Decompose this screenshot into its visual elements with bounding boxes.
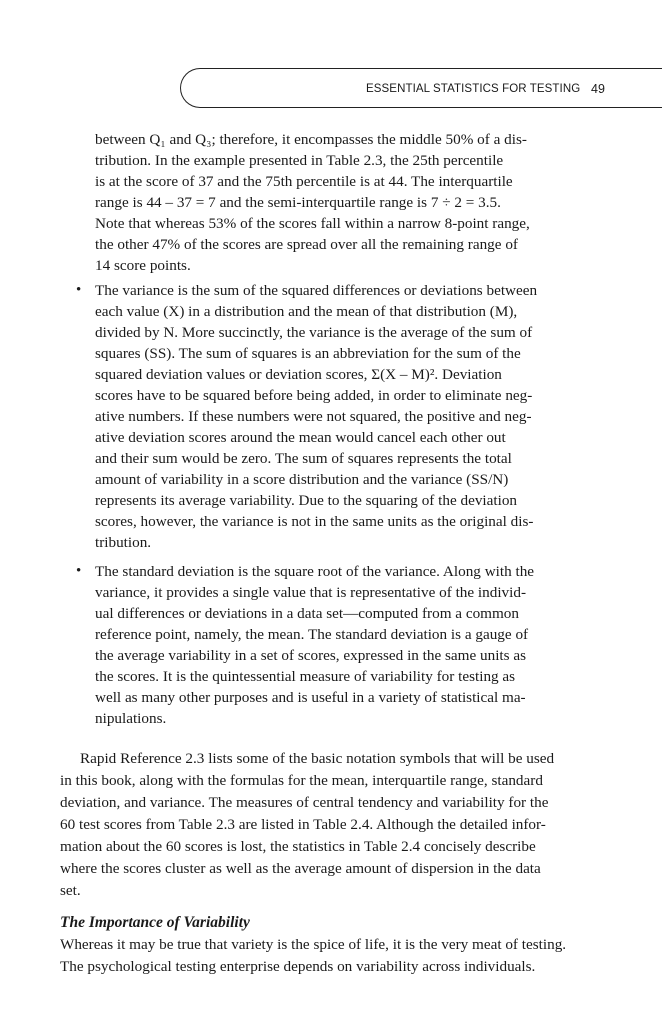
running-header-title: ESSENTIAL STATISTICS FOR TESTING <box>366 83 581 95</box>
text-line: 14 score points. <box>95 257 191 274</box>
text-line: amount of variability in a score distribution and the variance (SS/N) <box>95 471 509 488</box>
text-line: tribution. <box>95 534 152 551</box>
text-line: set. <box>60 882 81 899</box>
page-number: 49 <box>591 82 605 96</box>
text-line: mation about the 60 scores is lost, the statistics in Table 2.4 concisely describe <box>60 838 536 855</box>
text-line: squared deviation values or deviation scores, Σ(X – M)². Deviation <box>95 366 502 383</box>
text-line: between Q₁ and Q₃; therefore, it encompasses the middle 50% of a dis- <box>95 131 527 148</box>
text-line: represents its average variability. Due to the squaring of the deviation <box>95 492 518 509</box>
text-line: The psychological testing enterprise depends on variability across individuals. <box>60 958 536 975</box>
text-line: and their sum would be zero. The sum of squares represents the total <box>95 450 512 467</box>
text-line: range is 44 – 37 = 7 and the semi-interquartile range is 7 ÷ 2 = 3.5. <box>95 194 501 211</box>
bullet-marker: • <box>76 563 82 579</box>
text-line: where the scores cluster as well as the average amount of dispersion in the data <box>60 860 541 877</box>
text-line: scores, however, the variance is not in the same units as the original dis- <box>95 513 534 530</box>
text-line: is at the score of 37 and the 75th percentile is at 44. The interquartile <box>95 173 513 190</box>
text-line: variance, it provides a single value that is representative of the individ- <box>95 584 527 601</box>
text-line: reference point, namely, the mean. The standard deviation is a gauge of <box>95 626 529 643</box>
text-line: Note that whereas 53% of the scores fall within a narrow 8-point range, <box>95 215 530 232</box>
section-heading: The Importance of Variability <box>60 914 250 931</box>
text-line: the average variability in a set of scores, expressed in the same units as <box>95 647 527 664</box>
text-line: the scores. It is the quintessential measure of variability for testing as <box>95 668 516 685</box>
text-line: well as many other purposes and is useful in a variety of statistical ma- <box>95 689 526 706</box>
text-line: tribution. In the example presented in Table 2.3, the 25th percentile <box>95 152 504 169</box>
text-line: ative numbers. If these numbers were not squared, the positive and neg- <box>95 408 532 425</box>
text-line: scores have to be squared before being added, in order to eliminate neg- <box>95 387 533 404</box>
text-line: 60 test scores from Table 2.3 are listed in Table 2.4. Although the detailed infor- <box>60 816 546 833</box>
text-line: nipulations. <box>95 710 167 727</box>
text-line: divided by N. More succinctly, the variance is the average of the sum of <box>95 324 533 341</box>
text-line: Whereas it may be true that variety is the spice of life, it is the very meat of testing. <box>60 936 567 953</box>
text-line: the other 47% of the scores are spread over all the remaining range of <box>95 236 518 253</box>
text-line: deviation, and variance. The measures of central tendency and variability for the <box>60 794 549 811</box>
text-line: each value (X) in a distribution and the mean of that distribution (M), <box>95 303 518 320</box>
bullet-marker: • <box>76 282 82 298</box>
text-line: ative deviation scores around the mean would cancel each other out <box>95 429 506 446</box>
text-line: Rapid Reference 2.3 lists some of the basic notation symbols that will be used <box>80 750 555 767</box>
text-line: ual differences or deviations in a data set—computed from a common <box>95 605 519 622</box>
text-line: The standard deviation is the square root of the variance. Along with the <box>95 563 535 580</box>
text-line: in this book, along with the formulas for the mean, interquartile range, standard <box>60 772 543 789</box>
text-line: The variance is the sum of the squared differences or deviations between <box>95 282 538 299</box>
text-line: squares (SS). The sum of squares is an abbreviation for the sum of the <box>95 345 521 362</box>
